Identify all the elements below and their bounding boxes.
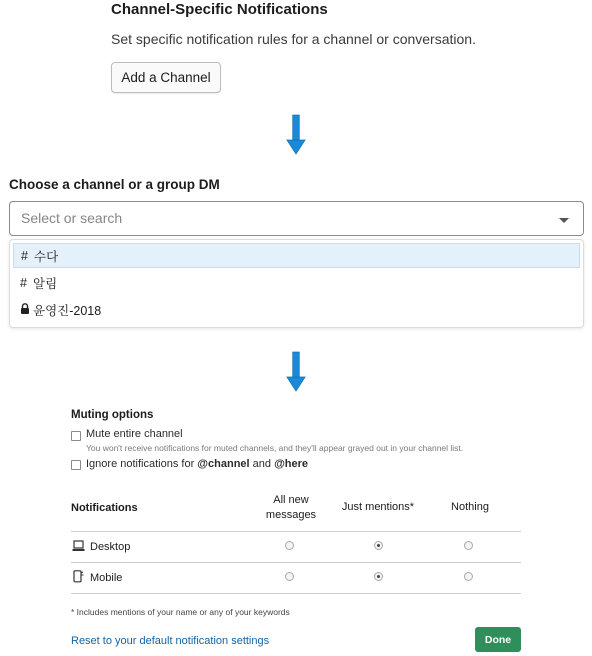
channel-dropdown-list	[9, 239, 584, 328]
table-divider	[71, 593, 521, 594]
channel-search-select[interactable]	[9, 201, 584, 236]
hash-icon: #	[20, 275, 27, 290]
at-here-text: @here	[274, 458, 309, 470]
col-nothing: Nothing	[451, 501, 489, 513]
ignore-prefix-text: Ignore notifications for	[86, 458, 198, 470]
dropdown-item-allim[interactable]	[13, 270, 580, 295]
col-all-line1: All new	[273, 494, 309, 506]
channel-picker-title: Choose a channel or a group DM	[9, 177, 220, 192]
chevron-down-icon[interactable]	[559, 218, 569, 223]
mobile-icon	[73, 570, 84, 583]
dropdown-item-label: 윤영진-2018	[33, 303, 102, 318]
select-placeholder: Select or search	[21, 210, 123, 226]
desktop-mentions-radio[interactable]	[374, 541, 383, 550]
ignore-mentions-label	[86, 458, 308, 470]
ignore-and-text: and	[249, 458, 275, 470]
lock-icon	[20, 303, 31, 317]
hash-icon: #	[21, 248, 28, 263]
dropdown-item-private-group[interactable]	[13, 297, 580, 322]
notifications-header: Notifications	[71, 502, 138, 514]
desktop-nothing-radio[interactable]	[464, 541, 473, 550]
table-divider	[71, 562, 521, 563]
mobile-mentions-radio[interactable]	[374, 572, 383, 581]
reset-defaults-link[interactable]: Reset to your default notification settings	[71, 635, 270, 647]
muting-options-title: Muting options	[71, 409, 154, 421]
mute-channel-checkbox[interactable]	[71, 431, 81, 441]
at-channel-text: @channel	[197, 458, 250, 470]
desktop-all-radio[interactable]	[285, 541, 294, 550]
dropdown-item-sooda[interactable]	[13, 243, 580, 268]
mentions-footnote: * Includes mentions of your name or any of your keywords	[71, 607, 290, 617]
mobile-nothing-radio[interactable]	[464, 572, 473, 581]
table-divider	[71, 531, 521, 532]
ignore-mentions-checkbox[interactable]	[71, 460, 81, 470]
done-button[interactable]: Done	[475, 627, 521, 652]
dropdown-item-label: 알림	[33, 276, 58, 291]
laptop-icon	[72, 540, 85, 552]
channel-notifications-title: Channel-Specific Notifications	[111, 1, 328, 18]
col-all-line2: messages	[265, 509, 317, 521]
mute-channel-note: You won't receive notifications for muted channels, and they'll appear grayed out in your channel list.	[86, 443, 464, 453]
down-arrow-icon	[286, 111, 306, 159]
add-channel-button[interactable]: Add a Channel	[111, 62, 221, 93]
down-arrow-icon	[286, 348, 306, 396]
dropdown-item-label: 수다	[34, 249, 59, 264]
mobile-all-radio[interactable]	[285, 572, 294, 581]
mobile-row-label: Mobile	[90, 572, 123, 584]
col-just-mentions: Just mentions*	[341, 501, 415, 513]
mute-channel-label: Mute entire channel	[86, 428, 183, 440]
desktop-row-label: Desktop	[90, 541, 131, 553]
channel-notifications-description: Set specific notification rules for a channel or conversation.	[111, 31, 476, 47]
col-all-new-messages	[252, 493, 330, 523]
